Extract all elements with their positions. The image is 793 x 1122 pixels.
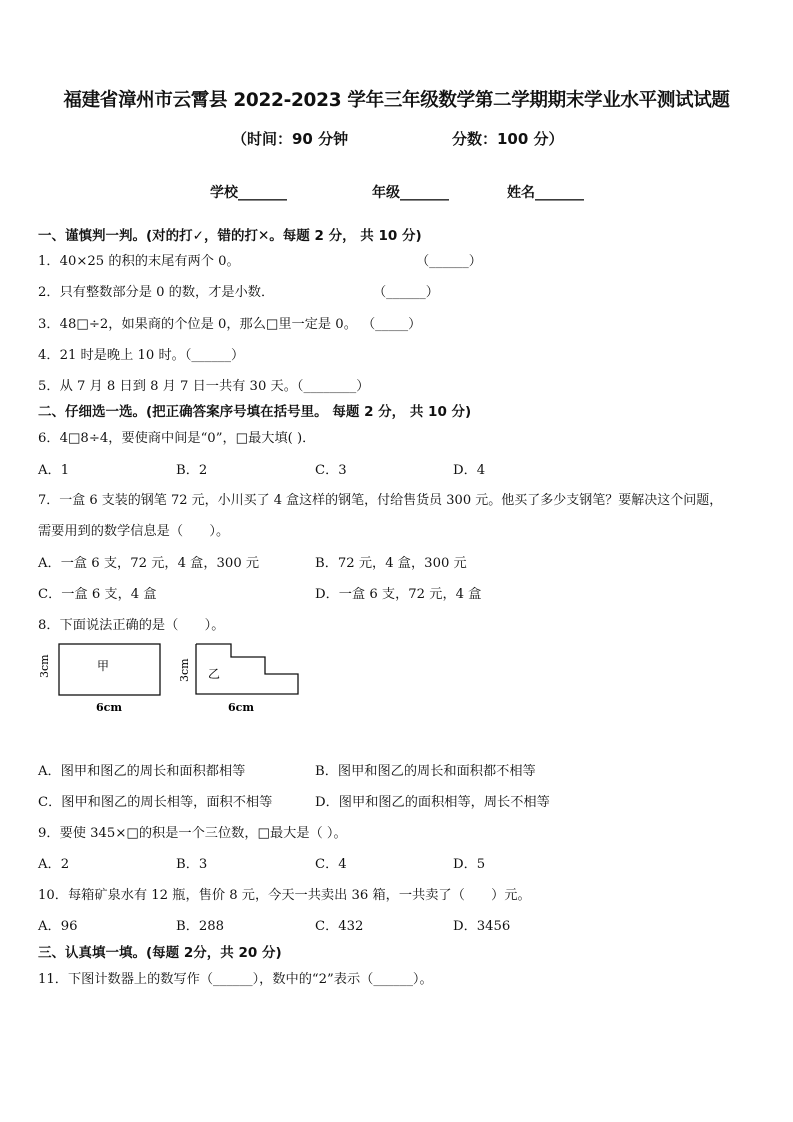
question-8: 8．下面说法正确的是（ ）。 — [38, 618, 225, 633]
question-8-option-d: D．图甲和图乙的面积相等，周长不相等 — [315, 795, 550, 810]
figure-jia-rectangle — [59, 644, 160, 695]
question-7-option-d: D．一盒 6 支，72 元，4 盒 — [315, 587, 482, 602]
total-score: 分数：100 分） — [452, 130, 564, 148]
question-10: 10．每箱矿泉水有 12 瓶，售价 8 元，今天一共卖出 36 箱，一共卖了（ ）元。 — [38, 888, 531, 903]
figure-jia-width-label: 6cm — [96, 701, 122, 714]
question-9-option-a: A．2 — [38, 857, 70, 872]
question-3: 3．48□÷2，如果商的个位是 0，那么□里一定是 0。 — [38, 317, 357, 332]
question-6-option-d: D．4 — [453, 463, 486, 478]
question-1-blank: （______） — [416, 254, 482, 269]
question-10-option-c: C．432 — [315, 919, 364, 934]
page-title: 福建省漳州市云霄县 2022-2023 学年三年级数学第二学期期末学业水平测试试题 — [63, 90, 730, 111]
question-7-option-a: A．一盒 6 支，72 元，4 盒，300 元 — [38, 556, 260, 571]
school-field: 学校_______ — [210, 185, 287, 201]
question-9: 9．要使 345×□的积是一个三位数，□最大是（ ）。 — [38, 826, 347, 841]
question-6-option-a: A．1 — [38, 463, 70, 478]
question-6: 6．4□8÷4，要使商中间是“0”，□最大填( )． — [38, 431, 316, 446]
time-limit: （时间：90 分钟 — [232, 130, 349, 148]
question-3-blank: （_____） — [362, 317, 422, 332]
question-8-option-b: B．图甲和图乙的周长和面积都不相等 — [315, 764, 536, 779]
name-field: 姓名_______ — [507, 185, 584, 201]
question-2: 2．只有整数部分是 0 的数，才是小数． — [38, 285, 275, 300]
question-6-option-c: C．3 — [315, 463, 347, 478]
figure-jia-label: 甲 — [97, 659, 110, 673]
question-10-option-b: B．288 — [176, 919, 225, 934]
question-1: 1．40×25 的积的末尾有两个 0。 — [38, 254, 240, 269]
figure-jia-height-label: 3cm — [38, 654, 51, 678]
question-9-option-c: C．4 — [315, 857, 347, 872]
question-8-option-c: C．图甲和图乙的周长相等，面积不相等 — [38, 795, 273, 810]
question-10-option-a: A．96 — [38, 919, 78, 934]
question-7-line-1: 7．一盒 6 支装的钢笔 72 元，小川买了 4 盒这样的钢笔，付给售货员 300 元。他买了多少支钢笔？要解决这个问题， — [38, 493, 723, 508]
section-2-heading: 二、仔细选一选。(把正确答案序号填在括号里。 每题 2 分， 共 10 分) — [38, 404, 472, 420]
question-6-option-b: B．2 — [176, 463, 208, 478]
figure-yi-width-label: 6cm — [228, 701, 254, 714]
question-7-line-2: 需要用到的数学信息是（ ）。 — [38, 524, 230, 539]
question-5: 5．从 7 月 8 日到 8 月 7 日一共有 30 天。（________） — [38, 379, 370, 394]
question-4: 4．21 时是晚上 10 时。（______） — [38, 348, 245, 363]
question-9-option-b: B．3 — [176, 857, 208, 872]
question-9-option-d: D．5 — [453, 857, 486, 872]
question-8-option-a: A．图甲和图乙的周长和面积都相等 — [38, 764, 246, 779]
question-8-figure — [30, 636, 320, 718]
question-11: 11．下图计数器上的数写作（______），数中的“2”表示（______）。 — [38, 972, 433, 987]
figure-yi-label: 乙 — [208, 667, 221, 681]
grade-field: 年级_______ — [372, 185, 449, 201]
question-10-option-d: D．3456 — [453, 919, 511, 934]
question-7-option-b: B．72 元，4 盒，300 元 — [315, 556, 467, 571]
section-1-heading: 一、谨慎判一判。(对的打✓，错的打✕。每题 2 分， 共 10 分) — [38, 228, 422, 244]
question-7-option-c: C．一盒 6 支，4 盒 — [38, 587, 157, 602]
question-2-blank: （______） — [373, 285, 439, 300]
figure-yi-height-label: 3cm — [178, 658, 191, 682]
section-3-heading: 三、认真填一填。(每题 2分，共 20 分) — [38, 945, 282, 961]
